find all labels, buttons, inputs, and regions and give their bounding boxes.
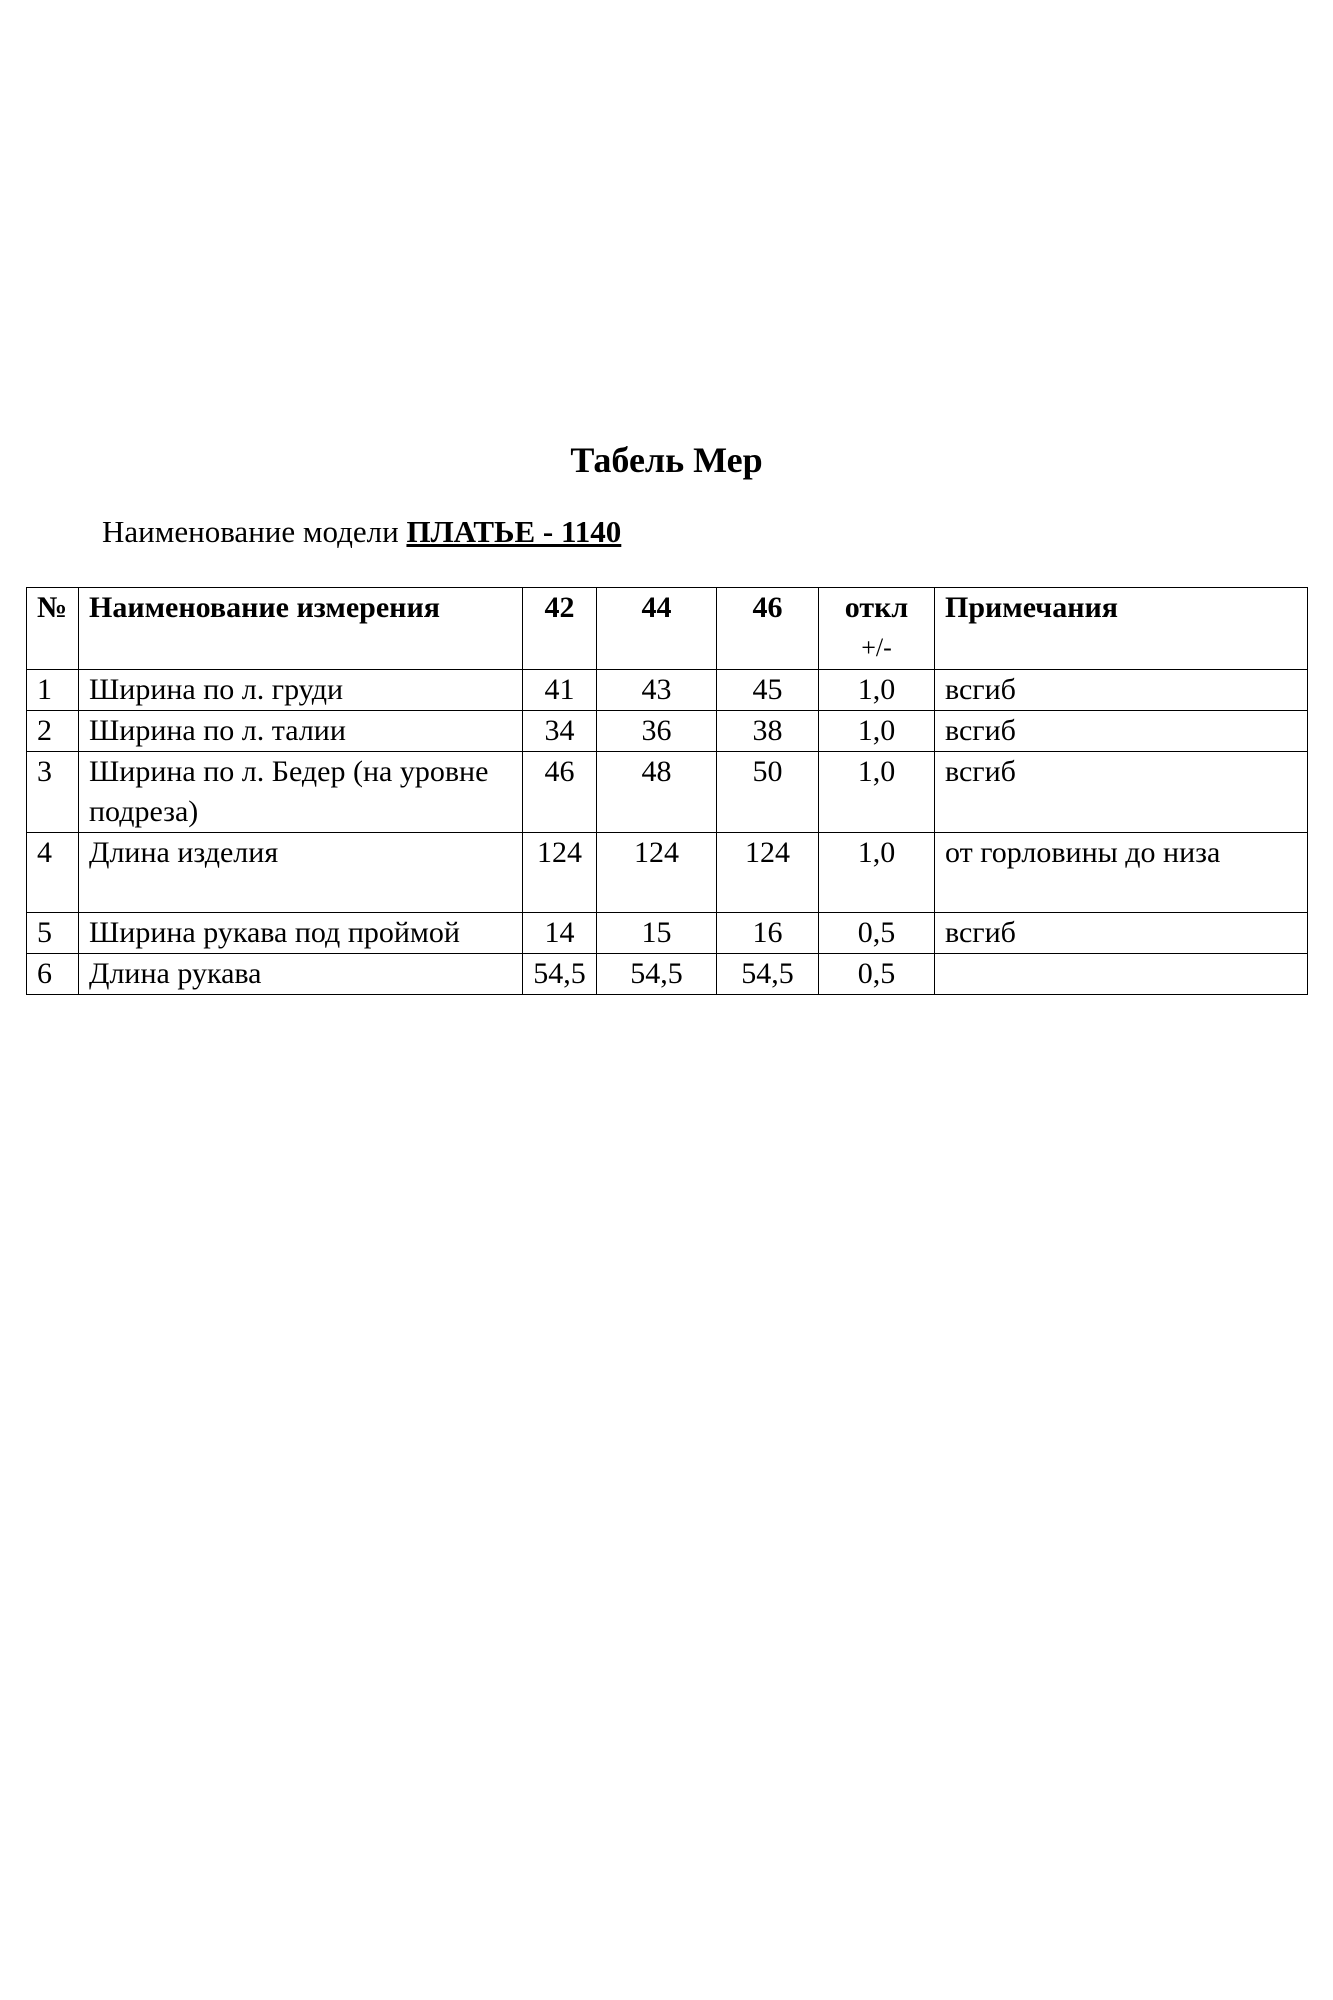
- row-deviation: 1,0: [819, 670, 935, 711]
- measurement-table: [26, 587, 1308, 995]
- row-size-46: 38: [717, 711, 819, 752]
- row-size-42: 124: [523, 833, 597, 913]
- table-header-row: [27, 588, 1308, 670]
- header-name: Наименование измерения: [79, 588, 523, 670]
- row-name: Длина изделия: [79, 833, 523, 913]
- row-size-46: 124: [717, 833, 819, 913]
- row-size-44: 15: [597, 913, 717, 954]
- row-num: 4: [27, 833, 79, 913]
- row-deviation: 1,0: [819, 833, 935, 913]
- row-notes: всгиб: [935, 670, 1308, 711]
- model-label: Наименование модели: [102, 514, 399, 549]
- table-row: [27, 833, 1308, 913]
- row-notes: всгиб: [935, 913, 1308, 954]
- row-name: Ширина по л. Бедер (на уровне подреза): [79, 752, 523, 833]
- header-size-42: 42: [523, 588, 597, 670]
- row-size-44: 48: [597, 752, 717, 833]
- header-size-44: 44: [597, 588, 717, 670]
- row-size-42: 34: [523, 711, 597, 752]
- model-line: [102, 512, 621, 552]
- row-size-44: 43: [597, 670, 717, 711]
- row-size-46: 50: [717, 752, 819, 833]
- row-size-44: 36: [597, 711, 717, 752]
- row-size-42: 54,5: [523, 954, 597, 995]
- row-notes: [935, 954, 1308, 995]
- row-size-42: 14: [523, 913, 597, 954]
- row-name: Ширина по л. груди: [79, 670, 523, 711]
- table-row: [27, 711, 1308, 752]
- row-name: Длина рукава: [79, 954, 523, 995]
- header-size-46: 46: [717, 588, 819, 670]
- row-size-42: 46: [523, 752, 597, 833]
- row-size-46: 16: [717, 913, 819, 954]
- row-name: Ширина по л. талии: [79, 711, 523, 752]
- row-notes: от горловины до низа: [935, 833, 1308, 913]
- header-notes: Примечания: [935, 588, 1308, 670]
- row-deviation: 0,5: [819, 913, 935, 954]
- row-num: 3: [27, 752, 79, 833]
- row-name: Ширина рукава под проймой: [79, 913, 523, 954]
- table-row: [27, 913, 1308, 954]
- table-row: [27, 752, 1308, 833]
- row-size-44: 54,5: [597, 954, 717, 995]
- row-size-44: 124: [597, 833, 717, 913]
- row-size-42: 41: [523, 670, 597, 711]
- header-deviation-label: откл: [844, 591, 909, 624]
- row-deviation: 1,0: [819, 711, 935, 752]
- row-deviation: 0,5: [819, 954, 935, 995]
- row-size-46: 45: [717, 670, 819, 711]
- model-name: ПЛАТЬЕ - 1140: [406, 514, 622, 549]
- table-row: [27, 954, 1308, 995]
- row-deviation: 1,0: [819, 752, 935, 833]
- header-num: №: [27, 588, 79, 670]
- row-num: 2: [27, 711, 79, 752]
- row-size-46: 54,5: [717, 954, 819, 995]
- header-deviation: [819, 588, 935, 670]
- row-num: 6: [27, 954, 79, 995]
- page-title: Табель Мер: [570, 440, 763, 480]
- header-deviation-sub: +/-: [861, 633, 892, 662]
- row-num: 5: [27, 913, 79, 954]
- row-notes: всгиб: [935, 711, 1308, 752]
- row-notes: всгиб: [935, 752, 1308, 833]
- table-row: [27, 670, 1308, 711]
- row-num: 1: [27, 670, 79, 711]
